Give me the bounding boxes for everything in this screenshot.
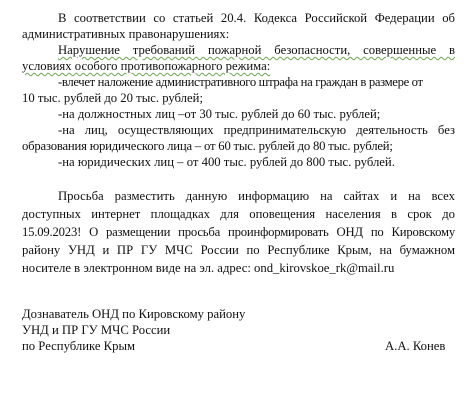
law-intro-line-2: административных правонарушениях: bbox=[22, 27, 230, 41]
fine-legal-entities-line: -на юридических лиц – от 400 тыс. рублей до 800 тыс. рублей. bbox=[58, 155, 395, 169]
fine-citizens-line-1: -влечет наложение административного штрафа на граждан в размере от bbox=[58, 75, 423, 89]
fine-officials-line: -на должностных лиц –от 30 тыс. рублей до 60 тыс. рублей; bbox=[58, 107, 381, 121]
signature-position-line-3: по Республике Крым bbox=[22, 339, 136, 353]
request-line-2: доступных интернет площадках для оповещения населения в срок до bbox=[22, 207, 455, 221]
violation-line-2: условиях особого противопожарного режима: bbox=[22, 59, 271, 73]
signature-position-line-2: УНД и ПР ГУ МЧС России bbox=[22, 323, 171, 337]
request-line-5: носителе в электронном виде на эл. адрес: ond_kirovskoe_rk@mail.ru bbox=[22, 261, 395, 275]
violation-line-1: Нарушение требований пожарной безопасности, совершенные в bbox=[58, 43, 455, 57]
law-intro-line-1: В соответствии со статьей 20.4. Кодекса Российской Федерации об bbox=[58, 11, 455, 25]
signature-name: А.А. Конев bbox=[385, 339, 446, 353]
fine-entrepreneurs-line-2: образования юридического лица – от 60 тыс. рублей до 80 тыс. рублей; bbox=[22, 139, 393, 153]
fine-entrepreneurs-line-1: -на лиц, осуществляющих предпринимательскую деятельность без bbox=[58, 123, 455, 137]
request-line-4: району УНД и ПР ГУ МЧС России по Республике Крым, на бумажном bbox=[22, 243, 455, 257]
request-line-3: 15.09.2023! О размещении просьба проинформировать ОНД по Кировскому bbox=[22, 225, 455, 239]
fine-citizens-line-2: 10 тыс. рублей до 20 тыс. рублей; bbox=[22, 91, 203, 105]
request-line-1: Просьба разместить данную информацию на сайтах и на всех bbox=[58, 189, 455, 203]
signature-position-line-1: Дознаватель ОНД по Кировскому району bbox=[22, 307, 246, 321]
